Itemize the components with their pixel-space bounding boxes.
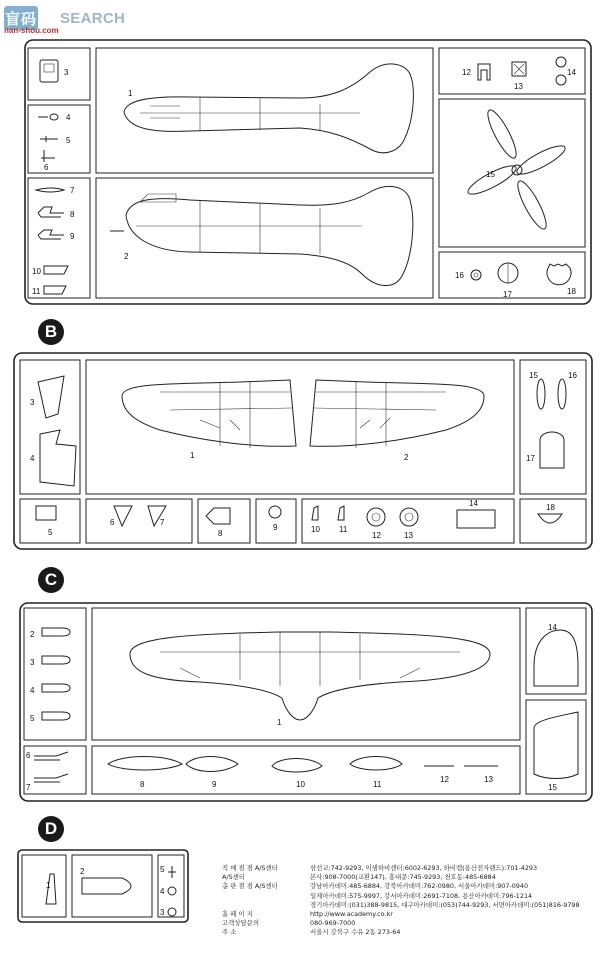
c-part-9-shape — [186, 757, 238, 772]
c-num-9: 9 — [212, 780, 217, 789]
b-cell-15-17 — [520, 360, 586, 494]
c-part-4-shape — [42, 684, 70, 692]
a-num-6: 6 — [44, 163, 49, 172]
a-part-16-shape — [471, 270, 481, 280]
a-num-18: 18 — [567, 287, 576, 296]
info-key — [222, 892, 310, 901]
a-fuselage-2-shape — [126, 186, 413, 285]
d-part-5-shape — [168, 866, 176, 878]
service-info — [222, 864, 610, 938]
b-wing-2-shape — [310, 380, 484, 446]
c-part-10-shape — [272, 759, 322, 773]
b-num-4: 4 — [30, 454, 35, 463]
a-num-9: 9 — [70, 232, 75, 241]
a-part-12-shape — [478, 64, 490, 80]
b-cell-3-4 — [20, 360, 80, 494]
b-part-4-shape — [40, 430, 76, 486]
d-cell-1 — [22, 855, 66, 917]
b-num-16: 16 — [568, 371, 577, 380]
info-row — [222, 910, 610, 919]
c-part-3-shape — [42, 656, 70, 664]
a-part-10-shape — [44, 266, 68, 274]
c-part-6-shape — [34, 752, 68, 760]
a-num-7: 7 — [70, 186, 75, 195]
b-part-5-shape — [36, 506, 56, 520]
info-key: 총 판 점 겸 A/S센터 — [222, 882, 278, 891]
a-part-4-shape — [38, 114, 58, 120]
watermark-brand: SEARCH — [60, 9, 126, 27]
a-num-1: 1 — [128, 89, 133, 98]
c-num-11: 11 — [373, 780, 382, 789]
a-fuselage-1-shape — [124, 64, 413, 153]
b-wing-2-panel-lines — [314, 382, 446, 448]
sprue-a — [25, 40, 591, 304]
a-cell-fuselage-2 — [96, 178, 433, 298]
d-num-2: 2 — [80, 867, 85, 876]
a-num-4: 4 — [66, 113, 71, 122]
a-part-18-shape — [547, 264, 571, 285]
b-num-6: 6 — [110, 518, 115, 527]
a-num-10: 10 — [32, 267, 41, 276]
a-num-16: 16 — [455, 271, 464, 280]
b-part-17-shape — [540, 432, 564, 468]
b-part-15-shape — [537, 379, 545, 409]
info-value: 본사:908-7000(교환147), 홍대문:745-9293, 천호동:485-6884 — [310, 873, 496, 882]
c-part-8-shape — [108, 757, 182, 771]
b-cell-6-7 — [86, 499, 192, 543]
sprue-b-frame — [14, 353, 592, 549]
homepage-link[interactable]: http://www.academy.co.kr — [310, 910, 393, 919]
b-num-18: 18 — [546, 503, 555, 512]
info-row — [222, 864, 610, 873]
b-num-1: 1 — [190, 451, 195, 460]
info-key: 홈 페 이 지 — [222, 910, 253, 919]
info-row — [222, 928, 610, 937]
a-part-9-shape — [38, 230, 64, 239]
c-num-6: 6 — [26, 751, 31, 760]
b-wing-1-shape — [122, 380, 296, 446]
b-num-9: 9 — [273, 523, 278, 532]
a-fuselage-1-panel-lines — [140, 97, 360, 131]
a-num-12: 12 — [462, 68, 471, 77]
d-cell-2 — [72, 855, 152, 917]
c-cell-15 — [526, 700, 586, 794]
info-key: 직 매 점 겸 A/S센터 — [222, 864, 278, 872]
a-cell-4-6 — [28, 105, 90, 173]
b-num-2: 2 — [404, 453, 409, 462]
info-key: 주 소 — [222, 928, 237, 937]
b-part-12-shape — [367, 508, 385, 526]
c-num-12: 12 — [440, 775, 449, 784]
c-num-4: 4 — [30, 686, 35, 695]
a-part-3-shape — [40, 60, 58, 82]
a-num-8: 8 — [70, 210, 75, 219]
c-cell-wing — [92, 608, 520, 740]
c-cell-6-7 — [24, 746, 86, 794]
b-num-3: 3 — [30, 398, 35, 407]
c-num-13: 13 — [484, 775, 493, 784]
c-num-3: 3 — [30, 658, 35, 667]
c-num-14: 14 — [548, 623, 557, 632]
info-row — [222, 892, 610, 901]
b-num-7: 7 — [160, 518, 165, 527]
c-num-5: 5 — [30, 714, 35, 723]
c-num-8: 8 — [140, 780, 145, 789]
info-key — [222, 901, 310, 910]
d-part-4-shape — [168, 887, 176, 895]
a-part-5-shape — [40, 136, 58, 142]
info-value: 일제아카데미:575-9997, 강서아카데미:2691-7108, 용산아카데미:796-1214 — [310, 891, 533, 900]
d-part-2-shape — [82, 878, 131, 894]
b-cell-wings — [86, 360, 514, 494]
section-c-badge: C — [38, 567, 64, 593]
a-num-17: 17 — [503, 290, 512, 299]
b-part-9-shape — [269, 506, 281, 518]
c-num-1: 1 — [277, 718, 282, 727]
section-d-badge: D — [38, 816, 64, 842]
a-part-6-shape — [41, 150, 55, 162]
c-num-10: 10 — [296, 780, 305, 789]
b-part-16-shape — [558, 379, 566, 409]
d-part-3-shape — [168, 908, 176, 916]
c-part-15-shape — [534, 712, 578, 779]
b-wing-1-panel-lines — [160, 382, 292, 448]
a-part-3-detail — [44, 64, 54, 72]
b-num-10: 10 — [311, 525, 320, 534]
a-cell-3 — [28, 48, 90, 100]
b-part-10-shape — [312, 506, 318, 520]
c-num-2: 2 — [30, 630, 35, 639]
a-part-14b-shape — [556, 75, 566, 85]
b-part-13-shape — [400, 508, 418, 526]
a-num-14: 14 — [567, 68, 576, 77]
info-value: 경기아카데미:(031)388-9815, 대구아카데미:(053)744-9293, 서면아카데미:(051)816-9798 — [310, 900, 580, 909]
a-part-7-shape — [36, 188, 64, 192]
a-propeller-15-shape — [465, 107, 568, 232]
sprue-b — [14, 353, 592, 549]
d-num-1: 1 — [46, 881, 51, 890]
info-value: 서울시 강북구 수유 2동 273-64 — [310, 928, 401, 937]
b-cell-8 — [198, 499, 250, 543]
d-num-4: 4 — [160, 887, 165, 896]
sprue-a-frame — [25, 40, 591, 304]
b-num-14: 14 — [469, 499, 478, 508]
b-num-13: 13 — [404, 531, 413, 540]
b-num-5: 5 — [48, 528, 53, 537]
watermark-logo: 盲码 — [4, 6, 38, 30]
c-part-7-shape — [34, 774, 68, 782]
a-num-2: 2 — [124, 252, 129, 261]
b-part-8-shape — [206, 508, 230, 524]
a-part-11-shape — [44, 286, 66, 294]
c-part-14-shape — [534, 630, 578, 686]
info-row — [222, 882, 610, 891]
info-key: A/S센터 — [222, 873, 245, 882]
a-num-13: 13 — [514, 82, 523, 91]
c-part-5-shape — [42, 712, 70, 720]
c-part-2-shape — [42, 628, 70, 636]
c-num-7: 7 — [26, 783, 31, 792]
info-value: 강남아카데미:485-6884, 강북아카데미:762-0980, 서울아카데미:907-0940 — [310, 882, 529, 891]
a-num-11: 11 — [32, 287, 41, 296]
sprue-c — [20, 603, 592, 801]
d-num-5: 5 — [160, 865, 165, 874]
b-part-18-shape — [538, 514, 562, 523]
c-part-11-shape — [350, 757, 402, 771]
watermark-url: nan-shou.com — [4, 26, 59, 35]
b-num-17: 17 — [526, 454, 535, 463]
b-num-8: 8 — [218, 529, 223, 538]
a-part-14a-shape — [556, 57, 566, 67]
a-cell-fuselage-1 — [96, 48, 433, 173]
info-row — [222, 901, 610, 910]
section-b-badge: B — [38, 319, 64, 345]
c-wing-1-shape — [130, 632, 490, 720]
info-value: 080-969-7000 — [310, 919, 356, 928]
b-part-11-shape — [338, 506, 344, 520]
info-row — [222, 919, 610, 928]
info-key: 고객상담문의 — [222, 919, 260, 928]
b-part-3-shape — [38, 376, 64, 418]
sprue-d — [18, 850, 188, 922]
info-value: 삼선교:742-9293, 이샘하비센터:6002-6293, 하비캠(용산전자랜드):701-4293 — [310, 864, 538, 872]
a-cell-7-11 — [28, 178, 90, 298]
b-part-6-shape — [114, 506, 132, 526]
d-num-3: 3 — [160, 908, 165, 917]
a-cell-15 — [439, 99, 585, 247]
a-part-13-detail — [514, 64, 524, 74]
b-num-12: 12 — [372, 531, 381, 540]
a-part-8-shape — [38, 207, 64, 217]
b-num-11: 11 — [339, 525, 348, 534]
a-num-15: 15 — [486, 170, 495, 179]
a-num-3: 3 — [64, 68, 69, 77]
c-num-15: 15 — [548, 783, 557, 792]
b-part-14-shape — [457, 510, 495, 528]
c-wing-1-panel-lines — [160, 632, 460, 686]
a-num-5: 5 — [66, 136, 71, 145]
b-num-15: 15 — [529, 371, 538, 380]
